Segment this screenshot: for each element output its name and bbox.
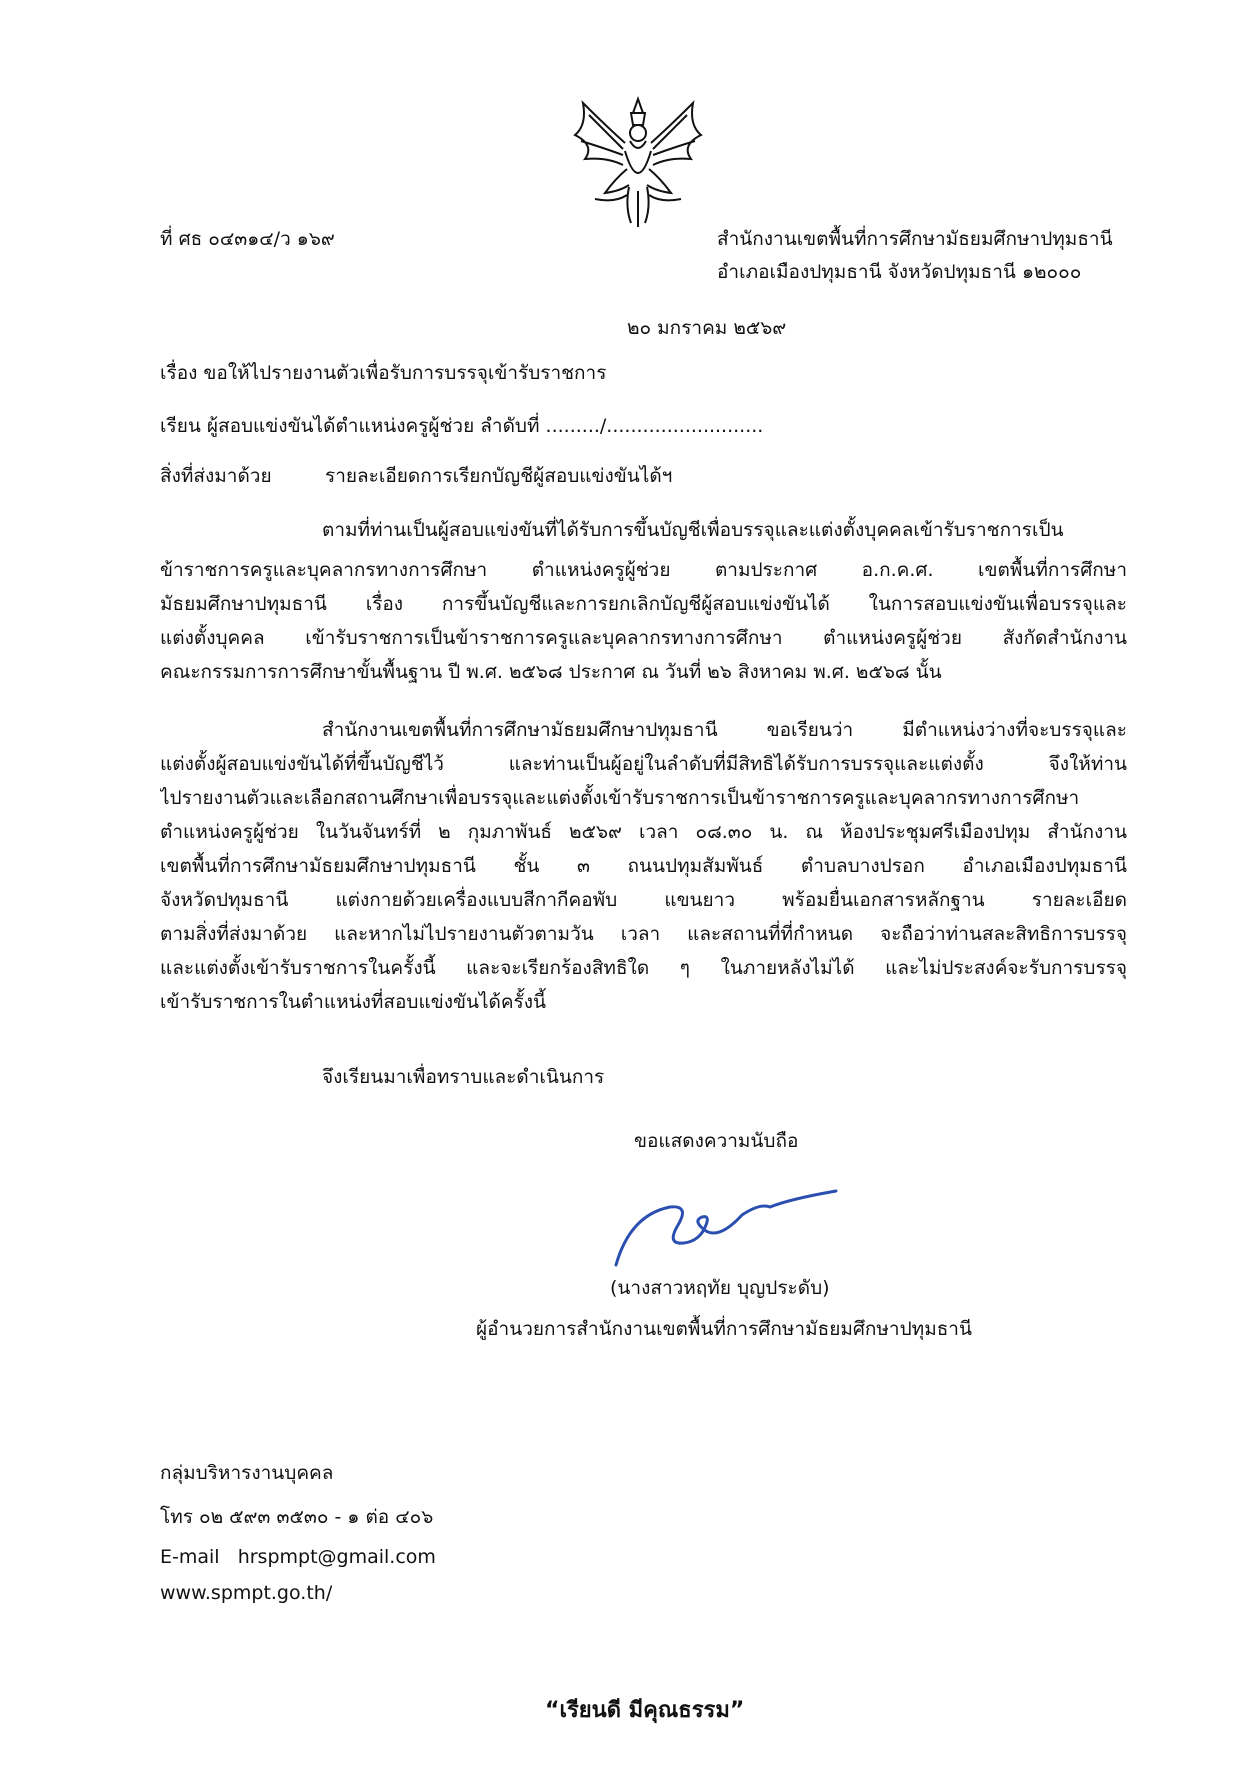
paragraph1-line: ข้าราชการครูและบุคลากรทางการศึกษา ตำแหน่งครูผู้ช่วย ตามประกาศ อ.ก.ค.ศ. เขตพื้นที่การศึกษา bbox=[160, 559, 1127, 581]
office-address: อำเภอเมืองปทุมธานี จังหวัดปทุมธานี ๑๒๐๐๐ bbox=[717, 261, 1082, 283]
closing-text: จึงเรียนมาเพื่อทราบและดำเนินการ bbox=[322, 1066, 605, 1088]
paragraph2-line: เข้ารับราชการในตำแหน่งที่สอบแข่งขันได้ครั้งนี้ bbox=[160, 991, 547, 1013]
signatory-name: (นางสาวหฤทัย บุญประดับ) bbox=[610, 1277, 830, 1299]
footer-website[interactable]: www.spmpt.go.th/ bbox=[160, 1582, 333, 1604]
enclosure-text: รายละเอียดการเรียกบัญชีผู้สอบแข่งขันได้ฯ bbox=[325, 465, 673, 487]
email-link[interactable]: hrspmpt@gmail.com bbox=[237, 1546, 436, 1568]
paragraph2-line: ตำแหน่งครูผู้ช่วย ในวันจันทร์ที่ ๒ กุมภาพันธ์ ๒๕๖๙ เวลา ๐๘.๓๐ น. ณ ห้องประชุมศรีเมืองปทุม สำนักงาน bbox=[160, 821, 1127, 843]
paragraph2-line: จังหวัดปทุมธานี แต่งกายด้วยเครื่องแบบสีกากีคอพับ แขนยาว พร้อมยื่นเอกสารหลักฐาน รายละเอียด bbox=[160, 889, 1127, 911]
paragraph2-line: เขตพื้นที่การศึกษามัธยมศึกษาปทุมธานี ชั้น ๓ ถนนปทุมสัมพันธ์ ตำบลบางปรอก อำเภอเมืองปทุมธานี bbox=[160, 855, 1127, 877]
garuda-emblem bbox=[565, 95, 711, 230]
reference-number: ที่ ศธ ๐๔๓๑๔/ว ๑๖๙ bbox=[160, 228, 335, 250]
paragraph1-line: แต่งตั้งบุคคล เข้ารับราชการเป็นข้าราชการครูและบุคลากรทางการศึกษา ตำแหน่งครูผู้ช่วย สังกัดสำนักงาน bbox=[160, 627, 1127, 649]
paragraph2-line: และแต่งตั้งเข้ารับราชการในครั้งนี้ และจะเรียกร้องสิทธิใด ๆ ในภายหลังไม่ได้ และไม่ประสงค์จะรับการบรรจุ bbox=[160, 957, 1127, 979]
paragraph2-line: ไปรายงานตัวและเลือกสถานศึกษาเพื่อบรรจุและแต่งตั้งเข้ารับราชการเป็นข้าราชการครูและบุคลากรทางการศึกษา bbox=[160, 787, 1080, 809]
email-label: E-mail bbox=[160, 1546, 220, 1568]
footer-phone: โทร ๐๒ ๕๙๓ ๓๕๓๐ - ๑ ต่อ ๔๐๖ bbox=[160, 1506, 434, 1528]
paragraph1-line: มัธยมศึกษาปทุมธานี เรื่อง การขึ้นบัญชีและการยกเลิกบัญชีผู้สอบแข่งขันได้ ในการสอบแข่งขันเพื่อบรรจุและ bbox=[160, 593, 1127, 615]
enclosure-label: สิ่งที่ส่งมาด้วย bbox=[160, 465, 272, 487]
motto: “เรียนดี มีคุณธรรม” bbox=[545, 1698, 745, 1723]
paragraph1-line: คณะกรรมการการศึกษาขั้นพื้นฐาน ปี พ.ศ. ๒๕๖๘ ประกาศ ณ วันที่ ๒๖ สิงหาคม พ.ศ. ๒๕๖๘ นั้น bbox=[160, 661, 942, 683]
footer-email-row bbox=[160, 1540, 436, 1574]
letter-date: ๒๐ มกราคม ๒๕๖๙ bbox=[627, 317, 787, 339]
salutation: ขอแสดงความนับถือ bbox=[634, 1130, 799, 1152]
footer-department: กลุ่มบริหารงานบุคคล bbox=[160, 1462, 334, 1484]
paragraph2-line: ตามสิ่งที่ส่งมาด้วย และหากไม่ไปรายงานตัวตามวัน เวลา และสถานที่ที่กำหนด จะถือว่าท่านสละสิทธิการบรรจุ bbox=[160, 923, 1127, 945]
signature bbox=[610, 1185, 840, 1270]
paragraph2-line: แต่งตั้งผู้สอบแข่งขันได้ที่ขึ้นบัญชีไว้ และท่านเป็นผู้อยู่ในลำดับที่มีสิทธิได้รับการบรรจุและแต่งตั้ง จึงให้ท่าน bbox=[160, 753, 1127, 775]
signature-mark bbox=[610, 1185, 840, 1270]
paragraph1-line: ตามที่ท่านเป็นผู้สอบแข่งขันที่ได้รับการขึ้นบัญชีเพื่อบรรจุและแต่งตั้งบุคคลเข้ารับราชการเป็น bbox=[322, 519, 1064, 541]
paragraph2-line: สำนักงานเขตพื้นที่การศึกษามัธยมศึกษาปทุมธานี ขอเรียนว่า มีตำแหน่งว่างที่จะบรรจุและ bbox=[322, 719, 1127, 741]
office-name: สำนักงานเขตพื้นที่การศึกษามัธยมศึกษาปทุมธานี bbox=[717, 228, 1113, 250]
garuda-icon bbox=[565, 95, 711, 230]
recipient-line: เรียน ผู้สอบแข่งขันได้ตำแหน่งครูผู้ช่วย ลำดับที่ ........./.......................... bbox=[160, 415, 764, 437]
signatory-title: ผู้อำนวยการสำนักงานเขตพื้นที่การศึกษามัธยมศึกษาปทุมธานี bbox=[476, 1318, 972, 1340]
subject-line: เรื่อง ขอให้ไปรายงานตัวเพื่อรับการบรรจุเข้ารับราชการ bbox=[160, 362, 607, 384]
